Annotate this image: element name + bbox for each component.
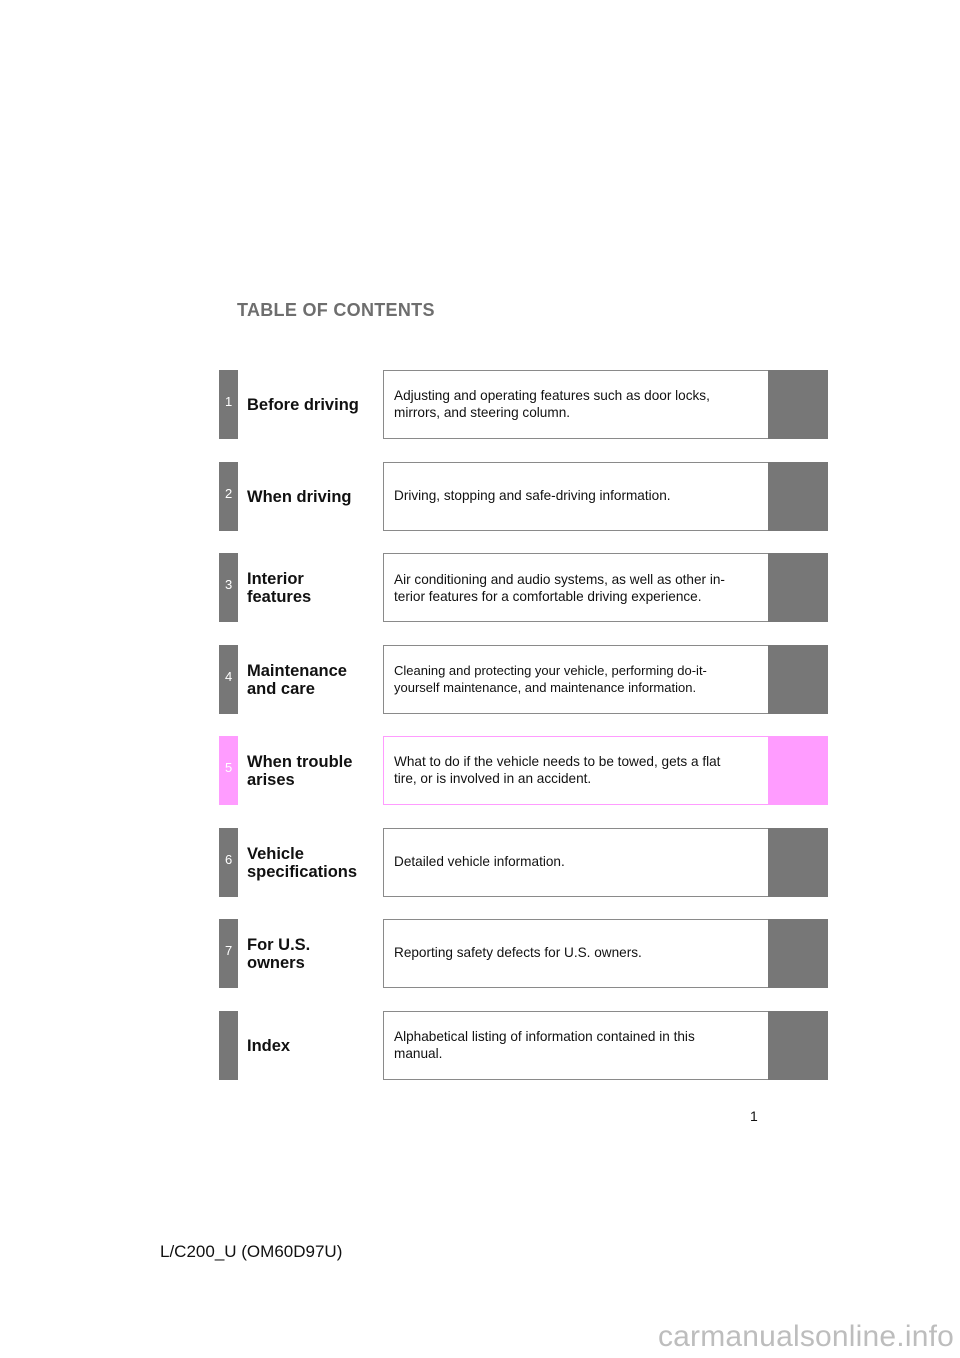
section-tab[interactable] xyxy=(219,828,238,897)
section-tab[interactable] xyxy=(219,736,238,805)
section-description: Detailed vehicle information. xyxy=(394,854,565,869)
section-tab[interactable] xyxy=(219,919,238,988)
page-number: 1 xyxy=(750,1108,758,1124)
section-title[interactable]: Vehicle specifications xyxy=(247,844,358,881)
section-end-tab[interactable] xyxy=(768,370,828,439)
section-description-box xyxy=(383,553,768,622)
toc-section-before-driving[interactable] xyxy=(219,370,828,439)
section-description: Driving, stopping and safe-driving information. xyxy=(394,488,671,503)
section-number: 4 xyxy=(225,669,233,684)
section-end-tab[interactable] xyxy=(768,462,828,531)
section-description-box xyxy=(383,828,768,897)
section-end-tab[interactable] xyxy=(768,645,828,714)
section-number: 7 xyxy=(225,943,233,958)
section-title[interactable]: When driving xyxy=(247,487,352,506)
section-end-tab[interactable] xyxy=(768,553,828,622)
section-description: Reporting safety defects for U.S. owners. xyxy=(394,945,642,960)
section-number: 1 xyxy=(225,394,233,409)
section-description-box xyxy=(383,736,768,805)
section-description-box xyxy=(383,370,768,439)
section-end-tab[interactable] xyxy=(768,736,828,805)
toc-section-maintenance[interactable] xyxy=(219,645,828,714)
document-code: L/C200_U (OM60D97U) xyxy=(160,1242,343,1261)
section-number: 2 xyxy=(225,486,233,501)
section-description-box xyxy=(383,1011,768,1080)
section-title[interactable]: For U.S. owners xyxy=(247,935,311,972)
section-description: Adjusting and operating features such as door locks, mirrors, and steering column. xyxy=(394,388,710,420)
section-end-tab[interactable] xyxy=(768,919,828,988)
toc-section-index[interactable] xyxy=(219,1011,828,1080)
section-description-box xyxy=(383,645,768,714)
toc-section-interior-features[interactable] xyxy=(219,553,828,622)
section-description: What to do if the vehicle needs to be towed, gets a flat tire, or is involved in an accident. xyxy=(394,754,721,786)
toc-section-when-driving[interactable] xyxy=(219,462,828,531)
section-tab[interactable] xyxy=(219,370,238,439)
section-title[interactable]: Before driving xyxy=(247,395,359,414)
toc-section-for-us-owners[interactable] xyxy=(219,919,828,988)
section-title[interactable]: Index xyxy=(247,1036,291,1055)
section-number: 5 xyxy=(225,760,233,775)
section-tab[interactable] xyxy=(219,462,238,531)
section-description: Cleaning and protecting your vehicle, performing do-it- yourself maintenance, and maintenance information. xyxy=(394,663,707,695)
section-number: 3 xyxy=(225,577,233,592)
section-tab[interactable] xyxy=(219,1011,238,1080)
section-title[interactable]: When trouble arises xyxy=(247,752,353,789)
section-description: Alphabetical listing of information contained in this manual. xyxy=(394,1029,695,1061)
section-end-tab[interactable] xyxy=(768,1011,828,1080)
section-title[interactable]: Maintenance and care xyxy=(247,661,347,698)
section-tab[interactable] xyxy=(219,553,238,622)
section-title[interactable]: Interior features xyxy=(247,569,312,606)
section-description: Air conditioning and audio systems, as well as other in- terior features for a comfortable driving experience. xyxy=(394,572,725,604)
toc-section-when-trouble-arises[interactable] xyxy=(219,736,828,805)
page-title: TABLE OF CONTENTS xyxy=(237,300,435,320)
section-tab[interactable] xyxy=(219,645,238,714)
toc-section-vehicle-specifications[interactable] xyxy=(219,828,828,897)
watermark: carmanualsonline.info xyxy=(657,1320,954,1353)
section-end-tab[interactable] xyxy=(768,828,828,897)
section-description-box xyxy=(383,919,768,988)
section-number: 6 xyxy=(225,852,233,867)
section-description-box xyxy=(383,462,768,531)
